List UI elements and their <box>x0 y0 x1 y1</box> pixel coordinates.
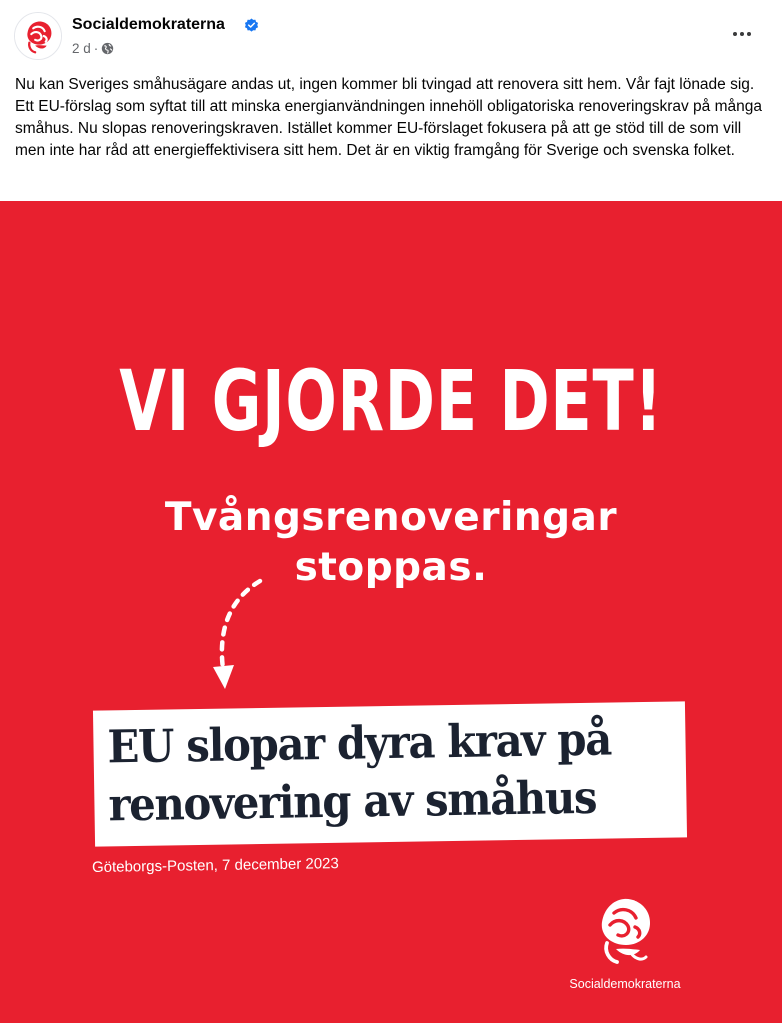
verified-badge-icon <box>244 18 259 33</box>
rose-logo-icon <box>586 893 662 969</box>
subheadline-line-1: Tvångsrenoveringar <box>164 495 618 540</box>
more-dot <box>747 32 751 36</box>
more-dot <box>733 32 737 36</box>
rose-logo-icon <box>15 13 61 59</box>
globe-icon[interactable] <box>101 42 114 55</box>
logo-wordmark: Socialdemokraterna <box>569 977 681 991</box>
image-subheadline <box>0 493 782 593</box>
subheadline-line-2: stoppas. <box>294 545 488 590</box>
post-meta <box>72 41 114 56</box>
clipping-line-1: EU slopar dyra krav på <box>107 712 612 774</box>
clipping-source: Göteborgs-Posten, 7 december 2023 <box>91 855 339 876</box>
more-dot <box>740 32 744 36</box>
newspaper-clipping <box>93 701 687 846</box>
more-options-icon[interactable] <box>724 22 760 46</box>
page-name[interactable]: Socialdemokraterna <box>72 16 225 33</box>
post-timestamp[interactable]: 2 d <box>72 41 91 56</box>
image-headline: VI GJORDE DET! <box>119 352 663 450</box>
page-avatar[interactable] <box>14 12 62 60</box>
post-header <box>0 0 782 64</box>
post-text: Nu kan Sveriges småhusägare andas ut, ingen kommer bli tvingad att renovera sitt hem. Vår fajt lönade sig. Ett EU-förslag som syftat till att minska energianvändningen innehöll obligatoriska renoveringskrav på många småhus. Nu slopas renoveringskraven. Istället kommer EU-förslaget fokusera på att ge stöd till de som vill men inte har råd att energieffektivisera sitt hem. Det är en viktig framgång för Sverige och svenska folket. <box>15 76 762 159</box>
meta-separator: · <box>93 41 99 56</box>
dashed-arrow-icon <box>200 571 280 696</box>
post-image[interactable] <box>0 201 782 1023</box>
clipping-line-2: renovering av småhus <box>108 770 597 832</box>
